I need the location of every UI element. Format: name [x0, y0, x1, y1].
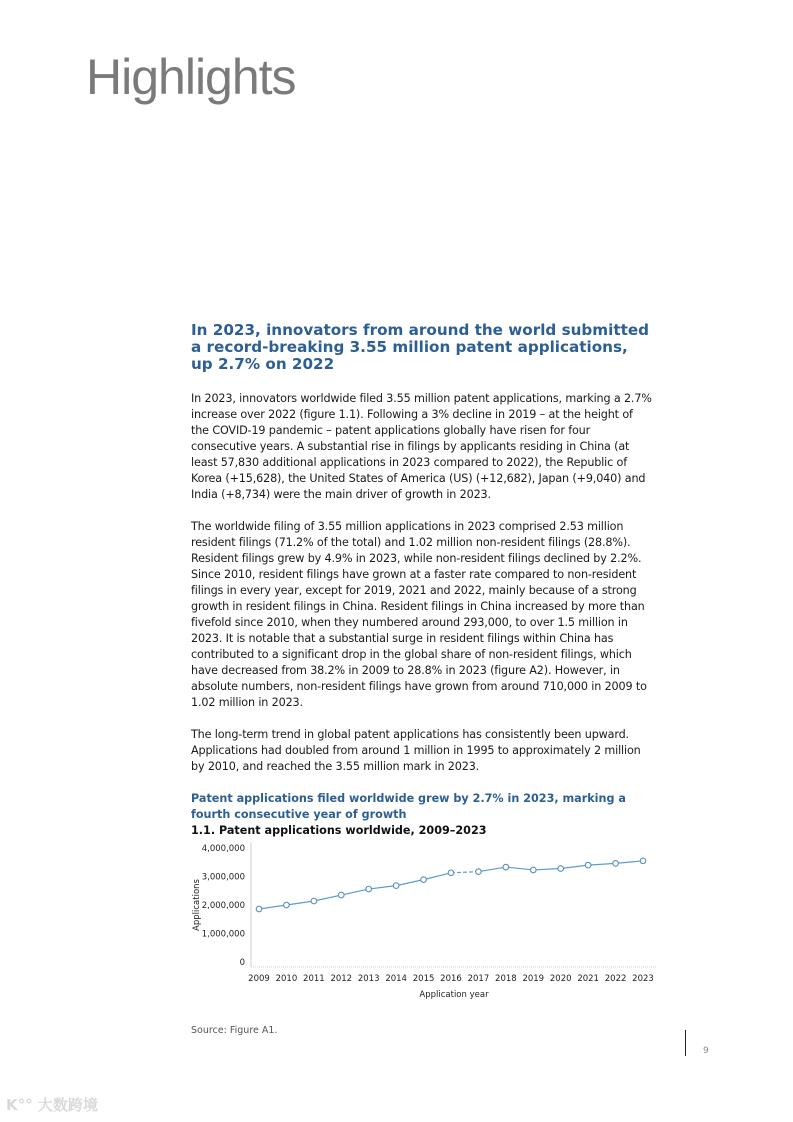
- data-point: [421, 877, 427, 883]
- data-point: [284, 902, 290, 908]
- lead-headline: In 2023, innovators from around the world submitted a record-breaking 3.55 million patent applications, up 2.7% on 2022: [191, 321, 650, 373]
- page-divider: [685, 1030, 686, 1056]
- data-point: [585, 862, 591, 868]
- main-content: [191, 322, 653, 839]
- x-tick-label: 2023: [632, 974, 654, 984]
- series-segment: [451, 872, 478, 873]
- data-point: [311, 898, 317, 904]
- x-tick-label: 2010: [275, 974, 298, 984]
- x-tick-label: 2016: [440, 974, 462, 984]
- series-segment: [506, 867, 533, 870]
- y-tick-label: 3,000,000: [201, 872, 245, 883]
- series-segment: [533, 869, 560, 870]
- x-tick-label: 2021: [577, 974, 599, 984]
- x-tick-label: 2020: [549, 974, 572, 984]
- x-tick-label: 2017: [467, 974, 490, 984]
- page-number: 9: [703, 1046, 709, 1056]
- data-point: [613, 861, 619, 867]
- x-tick-label: 2009: [248, 974, 270, 984]
- data-point: [530, 867, 536, 873]
- data-point: [558, 866, 564, 872]
- x-axis-label: Application year: [419, 990, 489, 1000]
- data-point: [640, 858, 646, 864]
- series-segment: [588, 863, 615, 865]
- figure-headline: Patent applications filed worldwide grew by 2.7% in 2023, marking a fourth consecutive year of growth: [191, 792, 626, 821]
- x-tick-label: 2018: [495, 974, 517, 984]
- data-point: [256, 906, 262, 912]
- watermark: K°° 大数跨境: [6, 1096, 98, 1114]
- data-point: [503, 864, 509, 870]
- series-segment: [259, 905, 286, 909]
- x-tick-label: 2015: [412, 974, 435, 984]
- x-tick-label: 2019: [522, 974, 545, 984]
- x-tick-label: 2022: [604, 974, 627, 984]
- data-point: [366, 886, 372, 892]
- series-segment: [396, 880, 423, 886]
- series-segment: [616, 861, 643, 864]
- x-tick-label: 2011: [303, 974, 325, 984]
- line-chart: [185, 835, 665, 1005]
- paragraph-1: In 2023, innovators worldwide filed 3.55 million patent applications, marking a 2.7% increase over 2022 (figure 1.1). Following a 3% decline in 2019 – at the height of the COVID-19 pandemic – patent applications globally have risen for four consecutive years. A substantial rise in filings by applicants residing in China (at least 57,830 additional applications in 2023 compared to 2022), the Republic of Korea (+15,628), the United States of America (US) (+12,682), Japan (+9,040) and India (+8,734) were the main driver of growth in 2023.: [191, 392, 652, 501]
- y-tick-label: 1,000,000: [201, 929, 245, 940]
- paragraph-2: The worldwide filing of 3.55 million applications in 2023 comprised 2.53 million resident filings (71.2% of the total) and 1.02 million non-resident filings (28.8%). Resident filings grew by 4.9% in 2023, while non-resident filings declined by 2.2%. Since 2010, resident filings have grown at a faster rate compared to non-resident filings in every year, except for 2019, 2021 and 2022, mainly because of a strong growth in resident filings in China. Resident filings in China increased by more than fivefold since 2010, when they numbered around 293,000, to over 1.5 million in 2023. It is notable that a substantial surge in resident filings within China has contributed to a significant drop in the global share of non-resident filings, which have decreased from 38.2% in 2009 to 28.8% in 2023 (figure A2). However, in absolute numbers, non-resident filings have grown from around 710,000 in 2009 to 1.02 million in 2023.: [191, 520, 647, 709]
- chart-svg: [185, 835, 665, 1005]
- paragraph-3: The long-term trend in global patent applications has consistently been upward. Applications had doubled from around 1 million in 1995 to approximately 2 million by 2010, and reached the 3.55 million mark in 2023.: [191, 728, 641, 773]
- data-point: [448, 870, 454, 876]
- figure-title: 1.1. Patent applications worldwide, 2009–2023: [191, 824, 487, 837]
- page-title: Highlights: [86, 49, 296, 105]
- series-segment: [369, 886, 396, 889]
- y-axis-label: Applications: [192, 879, 202, 931]
- series-segment: [478, 867, 505, 872]
- x-tick-label: 2014: [385, 974, 407, 984]
- series-segment: [424, 873, 451, 880]
- series-segment: [314, 895, 341, 901]
- y-tick-label: 4,000,000: [201, 844, 245, 854]
- y-tick-label: 2,000,000: [201, 901, 245, 911]
- x-tick-label: 2012: [330, 974, 353, 984]
- data-point: [338, 892, 344, 898]
- series-segment: [341, 889, 368, 895]
- data-point: [476, 869, 482, 875]
- x-tick-label: 2013: [357, 974, 380, 984]
- source-note: Source: Figure A1.: [191, 1025, 278, 1036]
- data-point: [393, 883, 399, 889]
- series-segment: [286, 901, 313, 905]
- y-tick-label: 0: [239, 958, 245, 968]
- series-segment: [561, 865, 588, 868]
